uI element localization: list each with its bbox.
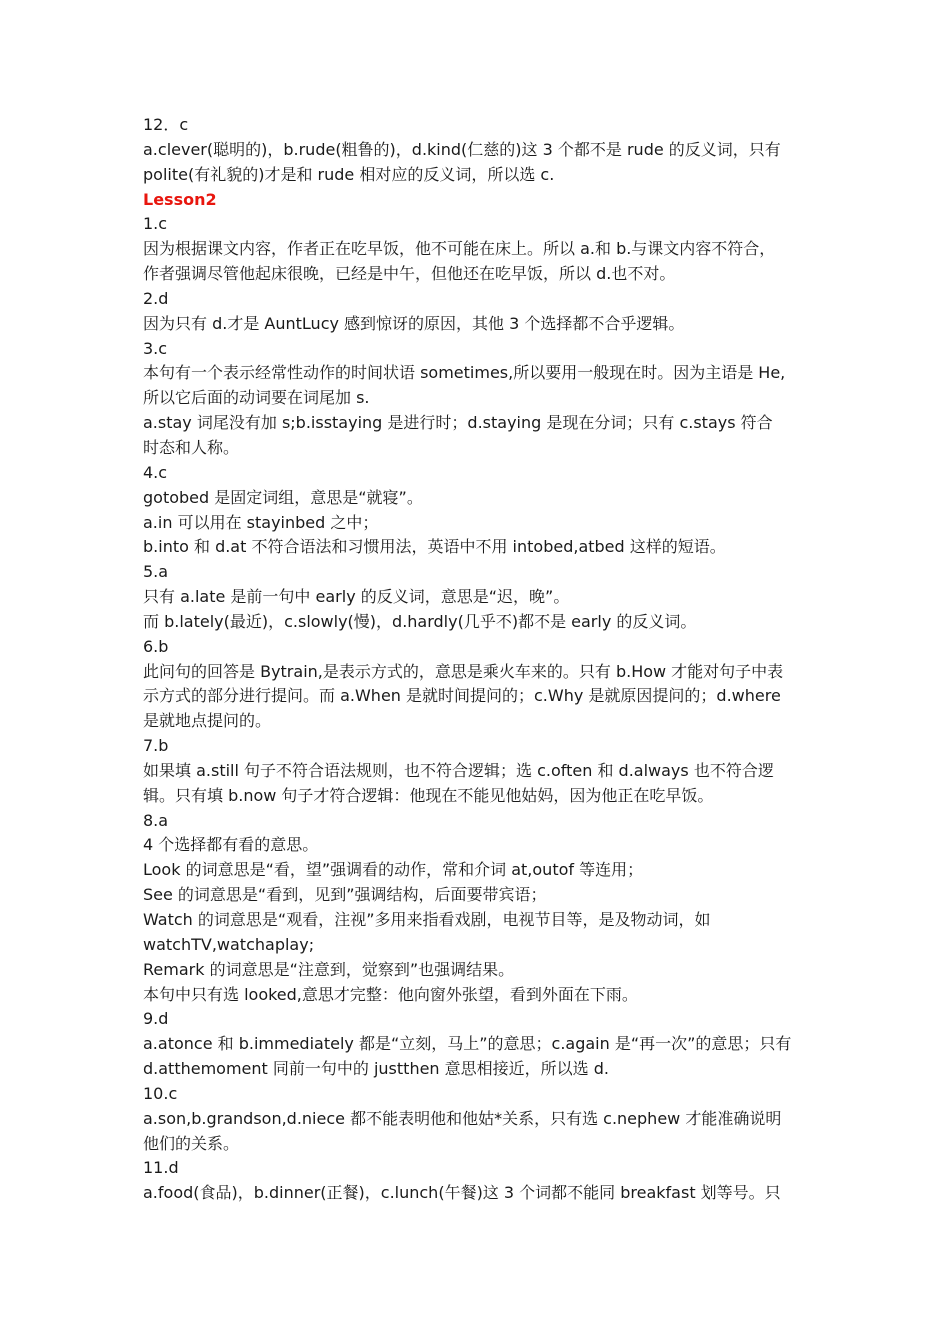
text-line: 作者强调尽管他起床很晚，已经是中午，但他还在吃早饭，所以 d.也不对。 (143, 264, 676, 284)
text-line: 10.c (143, 1083, 178, 1103)
text-line: gotobed 是固定词组，意思是“就寝”。 (143, 487, 423, 507)
text-line: a.stay 词尾没有加 s;b.isstaying 是进行时；d.staying 是现在分词；只有 c.stays 符合 (143, 413, 773, 433)
text-line: 因为根据课文内容，作者正在吃早饭，他不可能在床上。所以 a.和 b.与课文内容不符合， (143, 239, 776, 259)
text-line: polite(有礼貌的)才是和 rude 相对应的反义词，所以选 c. (143, 164, 555, 184)
text-line: Remark 的词意思是“注意到，觉察到”也强调结果。 (143, 959, 515, 979)
text-line: 因为只有 d.才是 AuntLucy 感到惊讶的原因，其他 3 个选择都不合乎逻辑。 (143, 313, 685, 333)
text-line: 9.d (143, 1009, 169, 1029)
text-line: 7.b (143, 736, 169, 756)
text-line: 3.c (143, 338, 168, 358)
text-line: 而 b.lately(最近)，c.slowly(慢)，d.hardly(几乎不)都不是 early 的反义词。 (143, 611, 697, 631)
text-line: 只有 a.late 是前一句中 early 的反义词，意思是“迟，晚”。 (143, 587, 570, 607)
text-line: 8.a (143, 810, 169, 830)
text-line: 4.c (143, 462, 168, 482)
text-line: 辑。只有填 b.now 句子才符合逻辑：他现在不能见他姑妈，因为他正在吃早饭。 (143, 785, 714, 805)
text-line: a.food(食品)，b.dinner(正餐)，c.lunch(午餐)这 3 个词都不能同 breakfast 划等号。只 (143, 1183, 781, 1203)
text-line: watchTV,watchaplay; (143, 934, 315, 954)
text-line: 11.d (143, 1158, 179, 1178)
text-line: a.atonce 和 b.immediately 都是“立刻，马上”的意思；c.again 是“再一次”的意思；只有 (143, 1034, 792, 1054)
text-line: 1.c (143, 214, 168, 234)
text-line: a.in 可以用在 stayinbed 之中； (143, 512, 379, 532)
text-line: 6.b (143, 636, 169, 656)
text-line: d.atthemoment 同前一句中的 justthen 意思相接近，所以选 d. (143, 1059, 609, 1079)
text-line: 此问句的回答是 Bytrain,是表示方式的，意思是乘火车来的。只有 b.How 才能对句子中表 (143, 661, 784, 681)
text-line: 是就地点提问的。 (143, 711, 272, 731)
text-line: 示方式的部分进行提问。而 a.When 是就时间提问的；c.Why 是就原因提问的；d.where (143, 686, 781, 706)
text-line: 他们的关系。 (143, 1133, 240, 1153)
lesson-heading: Lesson2 (143, 189, 217, 209)
text-line: 如果填 a.still 句子不符合语法规则，也不符合逻辑；选 c.often 和 d.always 也不符合逻 (143, 760, 774, 780)
document-page (143, 113, 811, 1206)
text-line: 2.d (143, 288, 169, 308)
text-line: See 的词意思是“看到，见到”强调结构，后面要带宾语； (143, 885, 547, 905)
text-line: a.clever(聪明的)，b.rude(粗鲁的)，d.kind(仁慈的)这 3 个都不是 rude 的反义词，只有 (143, 139, 781, 159)
text-line: b.into 和 d.at 不符合语法和习惯用法，英语中不用 intobed,atbed 这样的短语。 (143, 537, 726, 557)
text-line: 12．c (143, 115, 189, 134)
text-line: Watch 的词意思是“观看，注视”多用来指看戏剧，电视节目等，是及物动词，如 (143, 910, 711, 929)
text-line: 时态和人称。 (143, 437, 240, 457)
text-line: Look 的词意思是“看，望”强调看的动作，常和介词 at,outof 等连用； (143, 860, 644, 880)
text-line: 5.a (143, 562, 169, 582)
text-line: 所以它后面的动词要在词尾加 s. (143, 388, 370, 408)
text-line: 本句有一个表示经常性动作的时间状语 sometimes,所以要用一般现在时。因为主语是 He, (143, 363, 786, 383)
text-line: a.son,b.grandson,d.niece 都不能表明他和他姑*关系，只有选 c.nephew 才能准确说明 (143, 1108, 782, 1128)
text-line: 4 个选择都有看的意思。 (143, 835, 319, 855)
text-line: 本句中只有选 looked,意思才完整：他向窗外张望，看到外面在下雨。 (143, 984, 638, 1004)
